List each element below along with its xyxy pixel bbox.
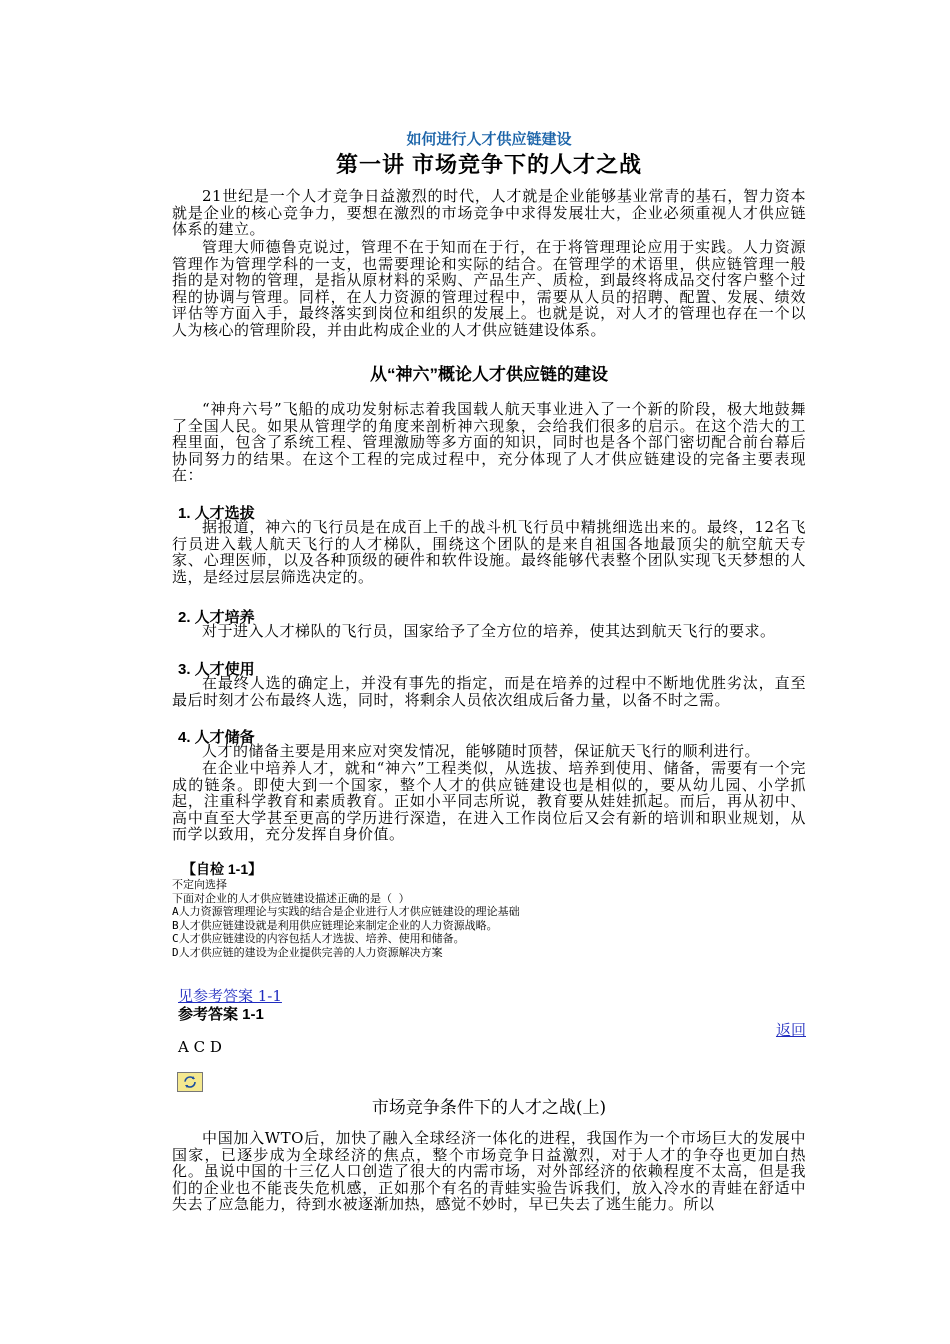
section-heading-market: 市场竞争条件下的人才之战(上) (371, 1098, 607, 1118)
paragraph-enterprise: 在企业中培养人才，就和“神六”工程类似，从选拔、培养到使用、储备，需要有一个完成的链条。即使大到一个国家，整个人才的供应链建设也是相似的，要从幼儿园、小学抓起，注重科学教育和素质教育。正如小平同志所说，教育要从娃娃抓起。而后，再从初中、高中直至大学甚至更高的学历进行深造，在进入工作岗位后又会有新的培训和职业规划，从而学以致用，充分发挥自身价值。 (172, 759, 806, 844)
intro-paragraph-2: 管理大师德鲁克说过，管理不在于知而在于行，在于将管理理论应用于实践。人力资源管理作为管理学科的一支，也需要理论和实际的结合。在管理学的术语里，供应链管理一般指的是对物的管理，是指从原材料的采购、产品生产、质检，到最终将成品交付客户整个过程的协调与管理。同样，在人力资源的管理过程中，需要从人员的招聘、配置、发展、绩效评估等方面入手，最终落实到岗位和组织的发展上。也就是说，对人才的管理也存在一个以人为核心的管理阶段，并由此构成企业的人才供应链建设体系。 (172, 238, 806, 339)
quiz-option-c: C人才供应链建设的内容包括人才选拔、培养、使用和储备。 (172, 932, 465, 945)
answer-label: 参考答案 1-1 (178, 1006, 264, 1023)
document-title: 第一讲 市场竞争下的人才之战 (335, 152, 643, 177)
paragraph-usage: 在最终人选的确定上，并没有事先的指定，而是在培养的过程中不断地优胜劣汰，直至最后时刻才公布最终人选，同时，将剩余人员依次组成后备力量，以备不时之需。 (172, 674, 806, 709)
document-subtitle: 如何进行人才供应链建设 (406, 131, 572, 148)
quiz-option-a: A人力资源管理理论与实践的结合是企业进行人才供应链建设的理论基础 (172, 905, 520, 918)
quiz-option-d: D人才供应链的建设为企业提供完善的人力资源解决方案 (172, 945, 443, 959)
quiz-option-b: B人才供应链建设就是利用供应链理论来制定企业的人力资源战略。 (172, 918, 498, 932)
section-heading-shenliu: 从“神六”概论人才供应链的建设 (370, 365, 608, 384)
see-answer-link[interactable]: 见参考答案 1-1 (178, 987, 282, 1005)
section-paragraph-market: 中国加入WTO后，加快了融入全球经济一体化的进程，我国作为一个市场巨大的发展中国家，已逐步成为全球经济的焦点，整个市场竞争日益激烈，对于人才的争夺也更加白热化。虽说中国的十三亿人口创造了很大的内需市场，对外部经济的依赖程度不太高，但是我们的企业也不能丧失危机感，正如那个有名的青蛙实验告诉我们，放入冷水的青蛙在舒适中失去了应急能力，待到水被逐渐加热，感觉不妙时，早已失去了逃生能力。所以 (172, 1129, 806, 1214)
paragraph-selection: 据报道，神六的飞行员是在成百上千的战斗机飞行员中精挑细选出来的。最终，12名飞行员进入载人航天飞行的人才梯队，围绕这个团队的是来自祖国各地最顶尖的航空航天专家、心理医师，以及各种顶级的硬件和软件设施。最终能够代表整个团队实现飞天梦想的人选，是经过层层筛选决定的。 (172, 518, 806, 586)
self-check-quiz (172, 861, 520, 959)
quiz-type: 不定向选择 (172, 878, 227, 891)
subheading-selection: 1. 人才选拔 (178, 505, 255, 522)
back-link[interactable]: 返回 (775, 1021, 806, 1039)
subheading-reserve: 4. 人才储备 (178, 729, 255, 746)
subheading-training: 2. 人才培养 (178, 609, 255, 626)
refresh-icon[interactable] (177, 1072, 203, 1092)
paragraph-reserve: 人才的储备主要是用来应对突发情况，能够随时顶替，保证航天飞行的顺利进行。 (202, 742, 761, 760)
paragraph-training: 对于进入人才梯队的飞行员，国家给予了全方位的培养，使其达到航天飞行的要求。 (202, 622, 776, 640)
section-paragraph-shenliu: “神舟六号”飞船的成功发射标志着我国载人航天事业进入了一个新的阶段，极大地鼓舞了全国人民。如果从管理学的角度来剖析神六现象，会给我们很多的启示。在这个浩大的工程里面，包含了系统工程、管理激励等多方面的知识，同时也是各个部门密切配合前台幕后协同努力的结果。在这个工程的完成过程中，充分体现了人才供应链建设的完备主要表现在： (172, 400, 806, 485)
quiz-title: 【自检 1-1】 (182, 861, 263, 877)
subheading-usage: 3. 人才使用 (178, 661, 255, 678)
quiz-question: 下面对企业的人才供应链建设描述正确的是（ ） (172, 891, 410, 905)
intro-paragraph-1: 21世纪是一个人才竞争日益激烈的时代，人才就是企业能够基业常青的基石，智力资本就是企业的核心竞争力，要想在激烈的市场竞争中求得发展壮大，企业必须重视人才供应链体系的建立。 (172, 187, 806, 239)
answer-text: A C D (178, 1038, 222, 1056)
